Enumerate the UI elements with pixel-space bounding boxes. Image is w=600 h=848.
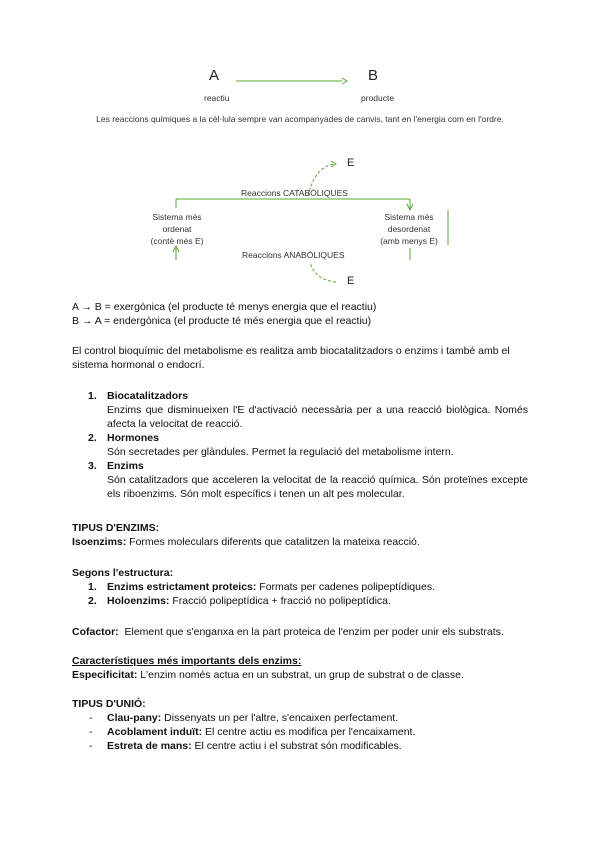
reactant-letter: A <box>209 67 220 84</box>
ordered-system-box <box>136 211 218 247</box>
endergonic-equation: B → A = endergònica (el producte té més energia que el reactiu) <box>72 315 372 327</box>
list-item-text: Són secretades per glàndules. Permet la regulació del metabolisme intern. <box>107 446 454 458</box>
product-letter: B <box>368 67 379 84</box>
definition-term: Estreta de mans: <box>107 740 192 752</box>
ordered-system-line2: ordenat <box>162 224 192 234</box>
definition-term: Cofactor: <box>72 626 119 638</box>
diagram-caption: Les reaccions químiques a la cèl·lula sempre van acompanyades de canvis, tant en l'energia com en l'ordre. <box>96 114 504 124</box>
list-item <box>72 725 532 739</box>
definition-text: Element que s'enganxa en la part proteica de l'enzim per poder unir els substrats. <box>118 626 504 638</box>
definition-term: Clau-pany: <box>107 712 162 724</box>
list-item-number: 1. <box>88 581 97 593</box>
definition-term: Acoblament induït: <box>107 726 203 738</box>
list-item-number: 3. <box>88 460 97 472</box>
list-item <box>72 594 532 608</box>
disordered-system-line2: desordenat <box>387 224 431 234</box>
binding-types-section <box>72 697 532 753</box>
energy-bottom-label: E <box>347 275 355 287</box>
definition-text: Formes moleculars diferents que catalitzen la mateixa reacció. <box>126 536 420 548</box>
equations-block <box>72 300 532 328</box>
bullet-dash: - <box>89 726 93 738</box>
definition-text: El centre actiu i el substrat són modificables. <box>191 740 402 752</box>
disordered-system-line3: (amb menys E) <box>380 236 438 246</box>
disordered-system-box <box>368 211 450 247</box>
specificity-definition <box>72 668 532 682</box>
list-item-number: 2. <box>88 432 97 444</box>
product-label: producte <box>361 93 395 103</box>
definition-text: El centre actiu es modifica per l'encaixament. <box>202 726 416 738</box>
section-heading: Característiques més importants dels enzims: <box>72 655 302 667</box>
list-item <box>88 431 528 459</box>
reaction-arrow-head <box>342 78 347 84</box>
definition-term: Isoenzims: <box>72 536 127 548</box>
enzyme-types-section <box>72 521 532 549</box>
definition-text: Formats per cadenes polipeptídiques. <box>256 581 435 593</box>
definition-term: Holoenzims: <box>107 595 170 607</box>
list-item-title: Biocatalitzadors <box>107 390 189 402</box>
bullet-dash: - <box>89 712 93 724</box>
list-item <box>72 739 532 753</box>
characteristics-section <box>72 654 532 682</box>
list-item-text: Són catalitzadors que acceleren la velocitat de la reacció química. Són proteïnes excepte els riboenzims. Són molt específics i tenen un alt pes molecular. <box>107 474 528 500</box>
exergonic-equation: A → B = exergònica (el producte té menys energia que el reactiu) <box>72 301 377 313</box>
list-item-title: Enzims <box>107 460 144 472</box>
bullet-dash: - <box>89 740 93 752</box>
disordered-system-line1: Sistema més <box>384 212 434 222</box>
energy-input-arrow <box>310 262 336 282</box>
reactant-label: reactiu <box>204 93 230 103</box>
section-heading: Segons l'estructura: <box>72 567 174 579</box>
list-item-number: 2. <box>88 595 97 607</box>
list-item <box>88 389 528 431</box>
list-item <box>72 580 532 594</box>
ordered-system-line1: Sistema més <box>152 212 202 222</box>
list-item-number: 1. <box>88 390 97 402</box>
structure-section <box>72 566 532 608</box>
section-heading: TIPUS D'ENZIMS: <box>72 522 160 534</box>
list-item-text: Enzims que disminueixen l'E d'activació necessària per a una reacció biològica. Només afecta la velocitat de reacció. <box>107 404 528 430</box>
catabolic-label: Reaccions CATABÒLIQUES <box>241 188 348 198</box>
definition-text: Dissenyats un per l'altre, s'encaixen perfectament. <box>161 712 399 724</box>
definition-term: Enzims estrictament proteics: <box>107 581 257 593</box>
ordered-system-line3: (contè més E) <box>150 236 204 246</box>
list-item <box>88 459 528 501</box>
list-item <box>72 711 532 725</box>
anabolic-label: Reaccions ANABÒLIQUES <box>242 250 345 260</box>
energy-top-label: E <box>347 157 355 169</box>
isoenzyme-definition <box>72 535 532 549</box>
intro-paragraph: El control bioquímic del metabolisme es realitza amb biocatalitzadors o enzims i també amb el sistema hormonal o endocrí. <box>72 345 510 371</box>
definition-term: Especificitat: <box>72 669 138 681</box>
cofactor-definition <box>72 625 542 639</box>
list-item-title: Hormones <box>107 432 159 444</box>
definition-text: L'enzim només actua en un substrat, un grup de substrat o de classe. <box>137 669 464 681</box>
section-heading: TIPUS D'UNIÓ: <box>72 698 146 710</box>
control-list <box>88 389 528 501</box>
definition-text: Fracció polipeptídica + fracció no polipeptídica. <box>169 595 391 607</box>
energy-release-arrowhead <box>331 161 336 167</box>
